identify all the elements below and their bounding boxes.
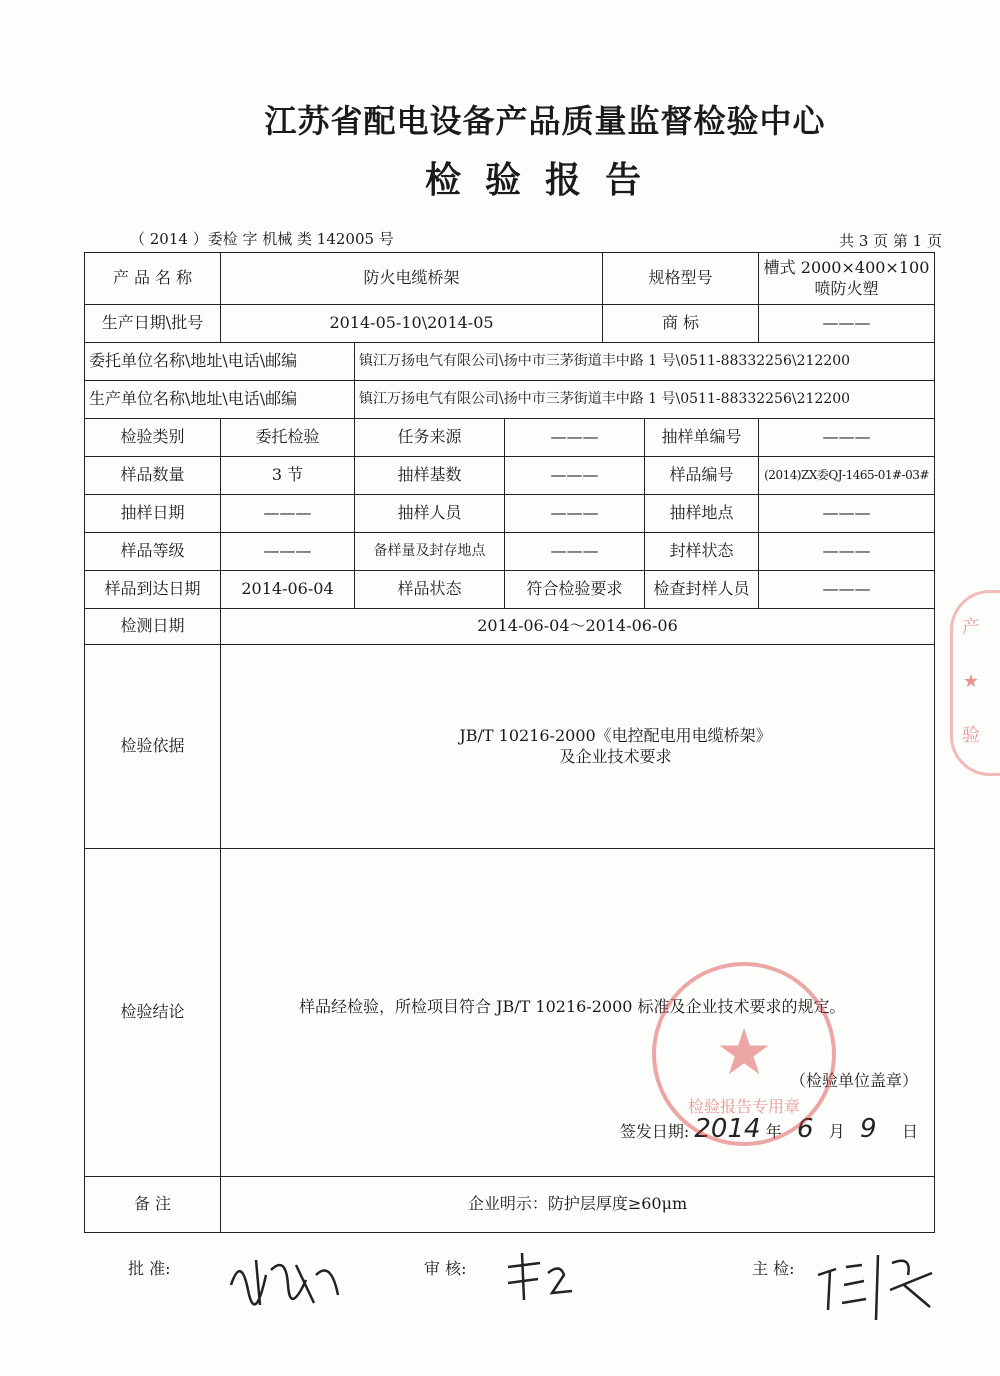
edge-seal-glyph-2: 验	[962, 725, 980, 746]
value-basis	[221, 645, 935, 849]
value-sampler: ———	[505, 495, 645, 533]
value-spec-model	[759, 253, 935, 305]
label-sampling-date: 抽样日期	[85, 495, 221, 533]
official-seal	[652, 962, 836, 1146]
label-sample-grade: 样品等级	[85, 533, 221, 571]
label-sample-status: 样品状态	[355, 571, 505, 609]
label-task-source: 任务来源	[355, 419, 505, 457]
label-sampling-place: 抽样地点	[645, 495, 759, 533]
value-sample-qty: 3 节	[221, 457, 355, 495]
inspect-signature	[812, 1245, 942, 1334]
page-info: 共 3 页 第 1 页	[839, 232, 942, 250]
label-backup-storage: 备样量及封存地点	[355, 533, 505, 571]
label-basis: 检验依据	[85, 645, 221, 849]
seal-star-icon: ★	[715, 1016, 773, 1090]
label-sample-no: 样品编号	[645, 457, 759, 495]
label-producer-info: 生产单位名称\地址\电话\邮编	[85, 381, 355, 419]
value-trademark: ———	[759, 305, 935, 343]
conclusion-text: 样品经检验，所检项目符合 JB/T 10216-2000 标准及企业技术要求的规定。	[299, 997, 846, 1016]
value-sampling-form-no: ———	[759, 419, 935, 457]
month-char: 月	[828, 1122, 845, 1141]
row-sample-grade	[85, 533, 935, 571]
row-sample-qty	[85, 457, 935, 495]
row-sampling-date	[85, 495, 935, 533]
value-sampling-place: ———	[759, 495, 935, 533]
value-seal-checker: ———	[759, 571, 935, 609]
issue-date-label: 签发日期:	[619, 1122, 690, 1141]
row-client	[85, 343, 935, 381]
review-signature	[500, 1245, 580, 1324]
value-conclusion	[221, 849, 935, 1177]
edge-seal-fragment	[950, 590, 1000, 776]
label-conclusion: 检验结论	[85, 849, 221, 1177]
value-producer-info: 镇江万扬电气有限公司\扬中市三茅街道丰中路 1 号\0511-88332256\212200	[355, 381, 935, 419]
issue-day: 9	[860, 1114, 877, 1144]
approve-signature-scribble	[226, 1245, 346, 1315]
day-char: 日	[902, 1122, 919, 1141]
value-seal-status: ———	[759, 533, 935, 571]
label-sampling-base: 抽样基数	[355, 457, 505, 495]
edge-seal-star-icon: ★	[962, 671, 980, 692]
value-sampling-base: ———	[505, 457, 645, 495]
review-label: 审 核:	[424, 1259, 467, 1278]
edge-seal-glyph-1: 产	[962, 617, 980, 638]
spec-line-1: 槽式 2000×400×100	[763, 257, 930, 277]
seal-text: 检验报告专用章	[687, 1097, 800, 1116]
value-task-source: ———	[505, 419, 645, 457]
value-prod-date: 2014-05-10\2014-05	[221, 305, 603, 343]
value-client-info: 镇江万扬电气有限公司\扬中市三茅街道丰中路 1 号\0511-88332256\212200	[355, 343, 935, 381]
year-char: 年	[765, 1122, 782, 1141]
row-producer	[85, 381, 935, 419]
label-test-date: 检测日期	[85, 609, 221, 645]
label-sample-qty: 样品数量	[85, 457, 221, 495]
inspect-label: 主 检:	[752, 1259, 795, 1278]
org-title: 江苏省配电设备产品质量监督检验中心	[264, 102, 826, 140]
row-prod-date	[85, 305, 935, 343]
row-inspection-type	[85, 419, 935, 457]
label-seal-checker: 检查封样人员	[645, 571, 759, 609]
row-basis	[85, 645, 935, 849]
label-client-info: 委托单位名称\地址\电话\邮编	[85, 343, 355, 381]
value-sample-no: (2014)ZX委QJ-1465-01#-03#	[759, 457, 935, 495]
inspect-signature-scribble	[812, 1245, 942, 1325]
value-sample-status: 符合检验要求	[505, 571, 645, 609]
row-product	[85, 253, 935, 305]
value-product-name: 防火电缆桥架	[221, 253, 603, 305]
row-remarks	[85, 1177, 935, 1233]
report-number: （ 2014 ）委检 字 机械 类 142005 号	[130, 230, 394, 248]
label-sampler: 抽样人员	[355, 495, 505, 533]
label-prod-date: 生产日期\批号	[85, 305, 221, 343]
label-sampling-form-no: 抽样单编号	[645, 419, 759, 457]
spec-line-2: 喷防火塑	[814, 278, 879, 298]
approve-label: 批 准:	[128, 1259, 171, 1278]
basis-line-2: 及企业技术要求	[559, 746, 672, 766]
row-test-date	[85, 609, 935, 645]
issue-month: 6	[796, 1114, 814, 1144]
label-trademark: 商 标	[603, 305, 759, 343]
value-test-date: 2014-06-04～2014-06-06	[221, 609, 935, 645]
review-signature-scribble	[500, 1245, 580, 1315]
value-inspection-type: 委托检验	[221, 419, 355, 457]
value-backup-storage: ———	[505, 533, 645, 571]
label-seal-status: 封样状态	[645, 533, 759, 571]
label-product-name: 产 品 名 称	[85, 253, 221, 305]
issue-year: 2014	[694, 1114, 761, 1144]
value-sampling-date: ———	[221, 495, 355, 533]
value-remarks: 企业明示：防护层厚度≥60μm	[221, 1177, 935, 1233]
label-arrival-date: 样品到达日期	[85, 571, 221, 609]
label-inspection-type: 检验类别	[85, 419, 221, 457]
seal-note: （检验单位盖章）	[790, 1071, 919, 1090]
row-arrival-date	[85, 571, 935, 609]
label-remarks: 备 注	[85, 1177, 221, 1233]
value-sample-grade: ———	[221, 533, 355, 571]
approve-signature	[226, 1245, 346, 1324]
basis-line-1: JB/T 10216-2000《电控配电用电缆桥架》	[459, 725, 772, 745]
label-spec-model: 规格型号	[603, 253, 759, 305]
doc-title: 检验报告	[424, 160, 665, 201]
value-arrival-date: 2014-06-04	[221, 571, 355, 609]
